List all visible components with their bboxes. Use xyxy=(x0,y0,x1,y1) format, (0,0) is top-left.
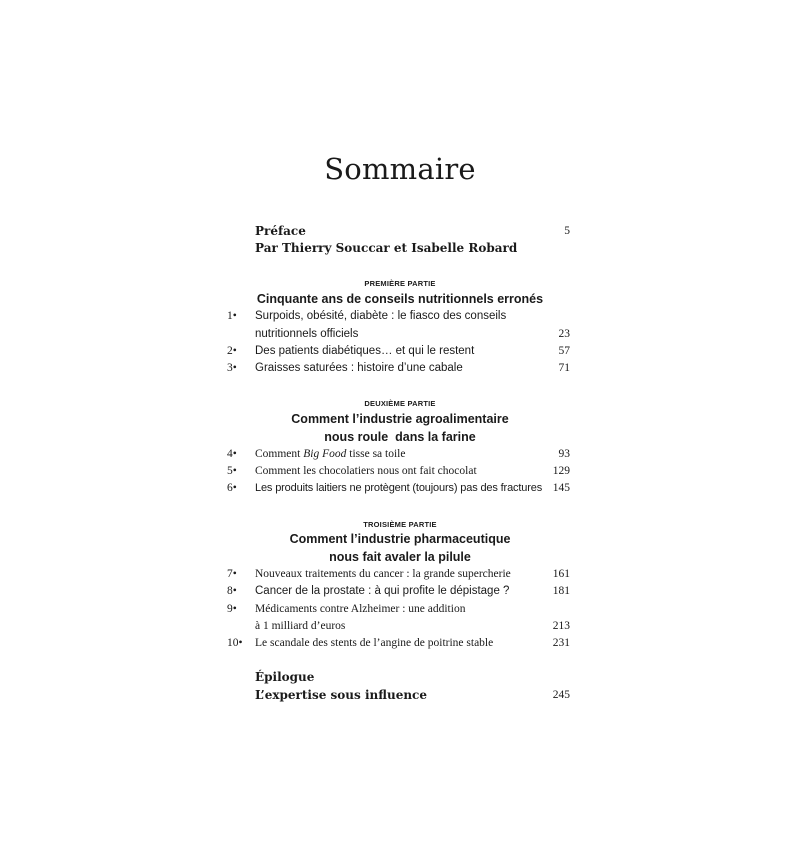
part-1-title: Cinquante ans de conseils nutritionnels erronés xyxy=(256,292,544,306)
part-3-title-line-1: Comment l’industrie pharmaceutique xyxy=(289,532,511,546)
chapter-9-page: 213 xyxy=(552,620,570,632)
part-2-title-line-1: Comment l’industrie agroalimentaire xyxy=(291,412,509,426)
chapter-8-number: 8• xyxy=(227,585,237,597)
chapter-9-title-line-2: à 1 milliard d’euros xyxy=(255,620,346,632)
chapter-5-page: 129 xyxy=(552,465,570,477)
chapter-10-number: 10• xyxy=(227,637,243,649)
part-2-label: DEUXIÈME PARTIE xyxy=(364,399,436,408)
chapter-1-page: 23 xyxy=(558,328,570,340)
chapter-3-number: 3• xyxy=(227,362,237,374)
chapter-6-title: Les produits laitiers ne protègent (toujours) pas des fractures xyxy=(255,482,543,494)
chapter-1-title-line-2: nutritionnels officiels xyxy=(255,328,359,340)
part-2-title-line-2: nous roule dans la farine xyxy=(324,430,476,444)
chapter-8-page: 181 xyxy=(552,585,570,597)
epilogue-label: Épilogue xyxy=(255,670,315,684)
chapter-7-title: Nouveaux traitements du cancer : la grande supercherie xyxy=(255,568,511,580)
epilogue-page: 245 xyxy=(552,689,570,701)
chapter-4-number: 4• xyxy=(227,448,237,460)
chapter-8-title: Cancer de la prostate : à qui profite le dépistage ? xyxy=(255,585,510,597)
chapter-2-title: Des patients diabétiques… et qui le restent xyxy=(255,345,475,357)
part-1-label: PREMIÈRE PARTIE xyxy=(364,279,436,288)
part-3-label: TROISIÈME PARTIE xyxy=(363,520,437,529)
preface-page: 5 xyxy=(564,225,570,237)
chapter-2-number: 2• xyxy=(227,345,237,357)
chapter-2-page: 57 xyxy=(558,345,570,357)
chapter-5-number: 5• xyxy=(227,465,237,477)
chapter-4-title xyxy=(255,448,405,460)
epilogue-subtitle: L’expertise sous influence xyxy=(255,688,427,702)
chapter-7-number: 7• xyxy=(227,568,237,580)
preface-authors: Par Thierry Souccar et Isabelle Robard xyxy=(255,241,518,255)
chapter-4-title-post: tisse sa toile xyxy=(346,448,406,460)
chapter-6-number: 6• xyxy=(227,482,237,494)
preface-label: Préface xyxy=(255,224,306,238)
chapter-4-title-pre: Comment xyxy=(255,448,304,460)
chapter-7-page: 161 xyxy=(552,568,570,580)
chapter-1-title-line-1: Surpoids, obésité, diabète : le fiasco des conseils xyxy=(255,310,507,322)
chapter-4-page: 93 xyxy=(558,448,570,460)
chapter-5-title: Comment les chocolatiers nous ont fait chocolat xyxy=(255,465,477,477)
chapter-4-title-italic: Big Food xyxy=(303,448,347,460)
chapter-9-title-line-1: Médicaments contre Alzheimer : une addition xyxy=(255,603,466,615)
chapter-3-page: 71 xyxy=(558,362,570,374)
chapter-1-number: 1• xyxy=(227,310,237,322)
chapter-3-title: Graisses saturées : histoire d’une cabale xyxy=(255,362,463,374)
chapter-10-title: Le scandale des stents de l’angine de poitrine stable xyxy=(255,637,494,649)
chapter-10-page: 231 xyxy=(552,637,570,649)
chapter-9-number: 9• xyxy=(227,603,237,615)
part-3-title-line-2: nous fait avaler la pilule xyxy=(329,550,471,564)
chapter-6-page: 145 xyxy=(552,482,570,494)
page-title: Sommaire xyxy=(324,152,476,186)
